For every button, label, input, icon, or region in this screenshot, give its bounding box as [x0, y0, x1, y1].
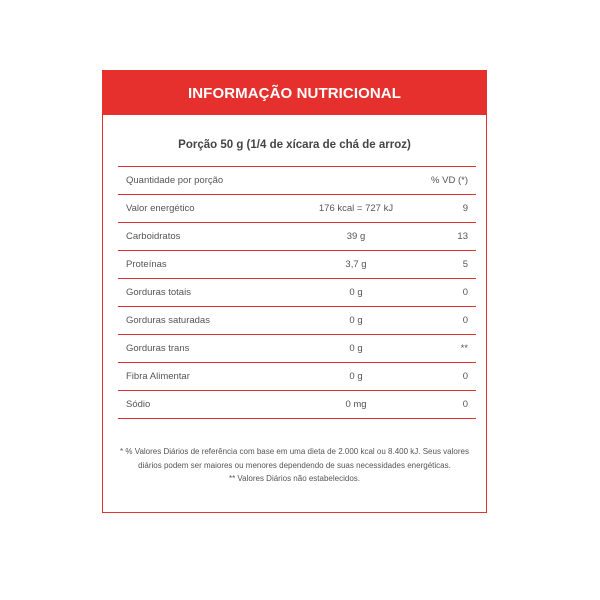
- nutrient-name: Gorduras saturadas: [118, 307, 296, 335]
- nutrition-header: [103, 71, 486, 115]
- table-row: [118, 391, 476, 419]
- column-quantity-per-portion: Quantidade por porção: [118, 167, 416, 195]
- nutrient-name: Proteínas: [118, 251, 296, 279]
- nutrient-amount: 3,7 g: [296, 251, 416, 279]
- nutrition-title: INFORMAÇÃO NUTRICIONAL: [187, 84, 401, 102]
- nutrient-amount: 0 g: [296, 363, 416, 391]
- nutrient-name: Gorduras totais: [118, 279, 296, 307]
- footnote-not-established: ** Valores Diários não estabelecidos.: [228, 474, 361, 483]
- nutrient-daily-value: 0: [416, 391, 476, 419]
- nutrient-name: Fibra Alimentar: [118, 363, 296, 391]
- portion-size: Porção 50 g (1/4 de xícara de chá de arroz): [178, 139, 411, 151]
- table-row: [118, 223, 476, 251]
- footnote-daily-values: * % Valores Diários de referência com base em uma dieta de 2.000 kcal ou 8.400 kJ. Seus valores diários podem ser maiores ou menores dependendo de suas necessidades energéticas.: [120, 447, 469, 470]
- nutrient-amount: 39 g: [296, 223, 416, 251]
- nutrient-amount: 0 g: [296, 307, 416, 335]
- footnotes: [113, 445, 476, 486]
- nutrient-name: Gorduras trans: [118, 335, 296, 363]
- nutrition-table: [118, 166, 476, 419]
- nutrient-amount: 176 kcal = 727 kJ: [296, 195, 416, 223]
- table-row: [118, 279, 476, 307]
- nutrient-daily-value: 5: [416, 251, 476, 279]
- column-daily-value: % VD (*): [416, 167, 476, 195]
- table-row: [118, 195, 476, 223]
- table-row: [118, 335, 476, 363]
- nutrient-daily-value: 9: [416, 195, 476, 223]
- nutrient-amount: 0 mg: [296, 391, 416, 419]
- table-header-row: [118, 167, 476, 195]
- table-row: [118, 251, 476, 279]
- table-row: [118, 363, 476, 391]
- nutrient-daily-value: 13: [416, 223, 476, 251]
- nutrient-daily-value: 0: [416, 307, 476, 335]
- nutrient-daily-value: **: [416, 335, 476, 363]
- nutrient-daily-value: 0: [416, 279, 476, 307]
- nutrient-name: Valor energético: [118, 195, 296, 223]
- nutrient-daily-value: 0: [416, 363, 476, 391]
- nutrient-amount: 0 g: [296, 335, 416, 363]
- table-row: [118, 307, 476, 335]
- nutrient-amount: 0 g: [296, 279, 416, 307]
- nutrition-facts-card: [102, 70, 487, 513]
- nutrient-name: Carboidratos: [118, 223, 296, 251]
- nutrient-name: Sódio: [118, 391, 296, 419]
